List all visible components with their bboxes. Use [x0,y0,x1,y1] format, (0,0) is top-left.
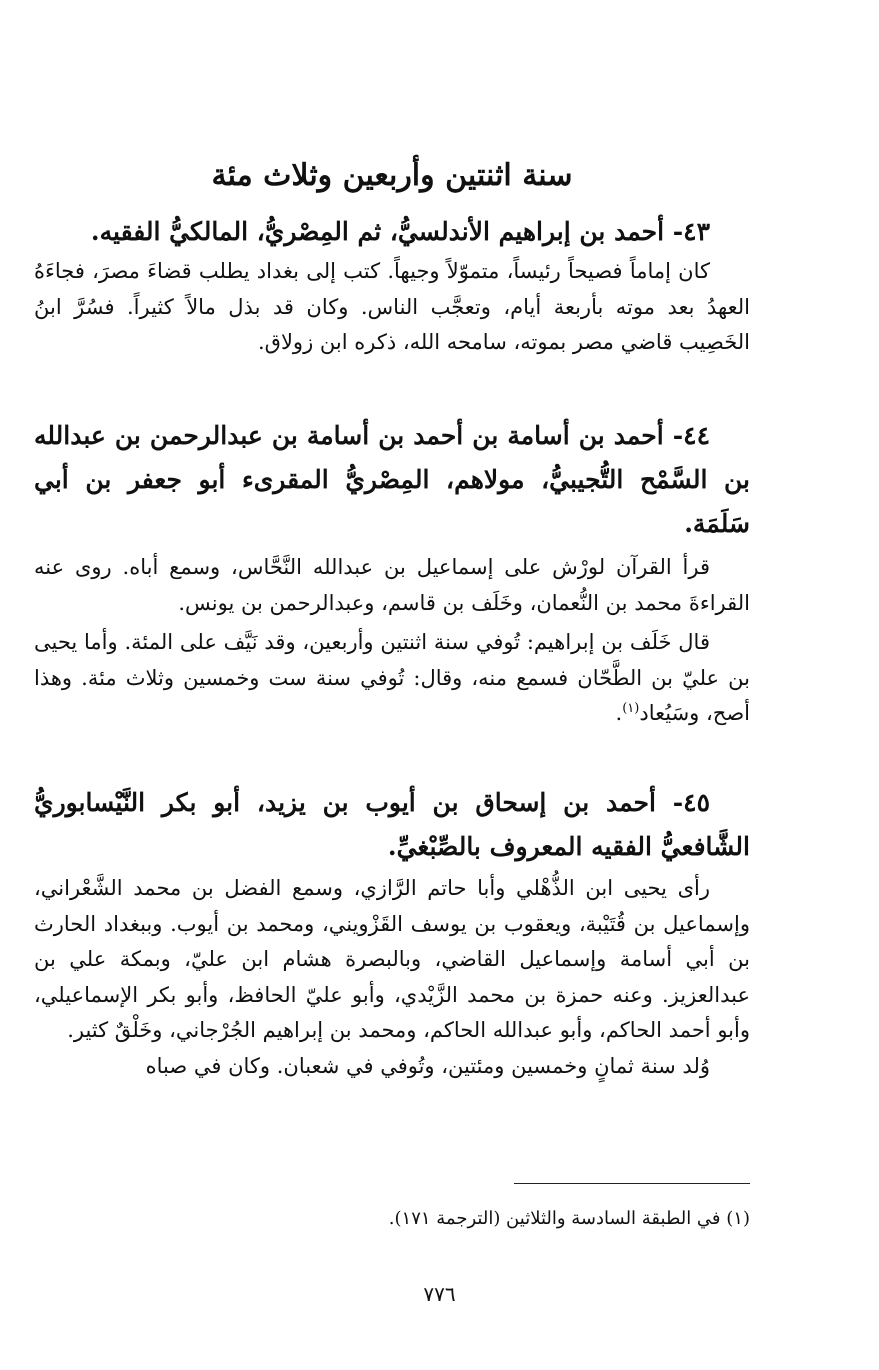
entry-44-heading: ٤٤- أحمد بن أسامة بن أحمد بن أسامة بن عبدالرحمن بن عبدالله بن السَّمْح التُّجيبيُّ، مولاهم، المِصْريُّ المقرىء أبو جعفر بن أبي سَلَمَة. [34,421,750,538]
entry-44-paragraph-1: قرأ القرآن لورْش على إسماعيل بن عبدالله النَّحَّاس، وسمع أباه. روى عنه القراءةَ محمد بن النُّعمان، وخَلَف بن قاسم، وعبدالرحمن بن يونس. [34,555,750,615]
entry-44 [34,414,750,732]
entry-45 [34,781,750,1084]
entry-43-paragraph-1: كان إماماً فصيحاً رئيساً، متموّلاً وجيهاً. كتب إلى بغداد يطلب قضاءَ مصرَ، فجاءَهُ العهدُ بعد موته بأربعة أيام، وتعجَّب الناس. وكان قد بذل مالاً كثيراً. فسُرَّ ابنُ الخَصِيب قاضي مصر بموته، سامحه الله، ذكره ابن زولاق. [34,259,750,354]
entry-45-paragraph-1: رأى يحيى ابن الذُّهْلي وأبا حاتم الرَّازي، وسمع الفضل بن محمد الشَّعْراني، وإسماعيل بن قُتَيْبة، ويعقوب بن يوسف القَزْويني، ومحمد بن أيوب. وببغداد الحارث بن أبي أسامة وإسماعيل القاضي، وبالبصرة هشام ابن عليّ، وبمكة علي بن عبدالعزيز. وعنه حمزة بن محمد الزَّيْدي، وأبو عليّ الحافظ، وأبو بكر الإسماعيلي، وأبو أحمد الحاكم، وأبو عبدالله الحاكم، ومحمد بن إبراهيم الجُرْجاني، وخَلْقٌ كثير. [34,876,750,1042]
entry-44-paragraph-2 [34,625,750,732]
entry-44-paragraph-2-end: . [615,701,623,725]
page-number: ٧٧٦ [423,1282,456,1306]
footnote: (١) في الطبقة السادسة والثلاثين (الترجمة ١٧١). [388,1208,750,1229]
entry-44-paragraph-2-text: قال خَلَف بن إبراهيم: تُوفي سنة اثنتين وأربعين، وقد نَيَّف على المئة. وأما يحيى بن عليّ بن الطَّحّان فسمع منه، وقال: تُوفي سنة ست وخمسين وثلاث مئة. وهذا أصح، وسَيُعاد [34,630,750,725]
section-title: سنة اثنتين وأربعين وثلاث مئة [211,158,573,194]
entry-45-heading: ٤٥- أحمد بن إسحاق بن أيوب بن يزيد، أبو بكر النَّيْسابوريُّ الشَّافعيُّ الفقيه المعروف بالصِّبْغيِّ. [34,788,750,861]
entry-43 [34,210,750,361]
entry-43-heading: ٤٣- أحمد بن إبراهيم الأندلسيُّ، ثم المِصْريُّ، المالكيُّ الفقيه. [90,217,710,246]
footnote-separator [514,1183,750,1184]
footnote-marker: (١) [622,701,640,716]
entry-45-paragraph-2: وُلد سنة ثمانٍ وخمسين ومئتين، وتُوفي في شعبان. وكان في صباه [145,1053,710,1078]
